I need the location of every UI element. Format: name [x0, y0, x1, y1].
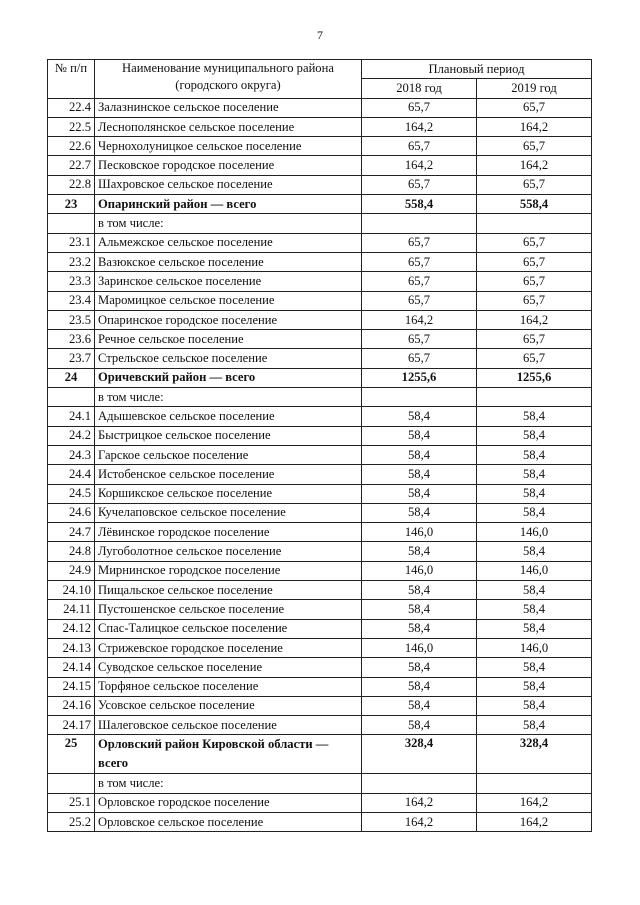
row-value-2018-cell: 65,7	[362, 330, 477, 349]
row-value-2018-cell: 58,4	[362, 677, 477, 696]
row-value-2018-cell: 65,7	[362, 233, 477, 252]
row-value-2019-cell: 58,4	[477, 677, 592, 696]
row-value-2018-cell: 558,4	[362, 195, 477, 214]
row-value-2018-cell: 58,4	[362, 445, 477, 464]
row-value-2018-cell: 58,4	[362, 716, 477, 735]
row-value-2019-cell: 164,2	[477, 793, 592, 812]
row-name-cell: Альмежское сельское поселение	[95, 233, 362, 252]
row-value-2018-cell: 65,7	[362, 98, 477, 117]
table-row	[48, 252, 592, 271]
row-value-2019-cell: 164,2	[477, 117, 592, 136]
row-value-2018-cell: 328,4	[362, 735, 477, 774]
row-number-cell: 25.2	[48, 812, 95, 831]
table-row	[48, 349, 592, 368]
row-name-cell: Пищальское сельское поселение	[95, 581, 362, 600]
row-number-cell: 22.8	[48, 175, 95, 194]
row-number-cell: 23	[48, 195, 95, 214]
row-value-2019-cell	[477, 774, 592, 793]
row-name-cell: Стрельское сельское поселение	[95, 349, 362, 368]
row-value-2018-cell: 65,7	[362, 137, 477, 156]
row-number-cell: 24.9	[48, 561, 95, 580]
row-number-cell: 23.1	[48, 233, 95, 252]
row-name-cell: в том числе:	[95, 214, 362, 233]
row-value-2018-cell: 164,2	[362, 812, 477, 831]
table-row	[48, 445, 592, 464]
row-value-2018-cell: 58,4	[362, 426, 477, 445]
table-row	[48, 812, 592, 831]
table-row	[48, 600, 592, 619]
row-value-2019-cell: 146,0	[477, 523, 592, 542]
row-number-cell: 24.14	[48, 658, 95, 677]
row-value-2019-cell: 58,4	[477, 445, 592, 464]
row-number-cell: 24.4	[48, 465, 95, 484]
row-value-2018-cell: 58,4	[362, 619, 477, 638]
row-value-2019-cell: 65,7	[477, 291, 592, 310]
row-value-2019-cell: 1255,6	[477, 368, 592, 387]
row-name-cell: Шахровское сельское поселение	[95, 175, 362, 194]
row-value-2018-cell: 58,4	[362, 503, 477, 522]
row-value-2019-cell: 58,4	[477, 581, 592, 600]
row-value-2018-cell: 65,7	[362, 272, 477, 291]
row-value-2018-cell: 58,4	[362, 658, 477, 677]
row-value-2018-cell: 164,2	[362, 793, 477, 812]
row-number-cell: 23.3	[48, 272, 95, 291]
table-row	[48, 272, 592, 291]
table-row	[48, 677, 592, 696]
table-row	[48, 214, 592, 233]
row-value-2019-cell: 58,4	[477, 542, 592, 561]
table-row	[48, 465, 592, 484]
table-row	[48, 619, 592, 638]
row-name-cell: Залазнинское сельское поселение	[95, 98, 362, 117]
table-row	[48, 291, 592, 310]
table-row	[48, 716, 592, 735]
row-name-cell: Шалеговское сельское поселение	[95, 716, 362, 735]
row-value-2019-cell: 58,4	[477, 600, 592, 619]
header-row	[48, 60, 592, 79]
table-row	[48, 426, 592, 445]
table-row	[48, 793, 592, 812]
row-value-2018-cell: 146,0	[362, 523, 477, 542]
row-number-cell: 24.1	[48, 407, 95, 426]
row-value-2019-cell: 65,7	[477, 272, 592, 291]
row-number-cell: 24.2	[48, 426, 95, 445]
row-number-cell: 24.11	[48, 600, 95, 619]
row-value-2018-cell: 58,4	[362, 407, 477, 426]
row-value-2019-cell: 58,4	[477, 503, 592, 522]
row-value-2018-cell: 146,0	[362, 561, 477, 580]
row-number-cell: 25.1	[48, 793, 95, 812]
row-number-cell: 24.6	[48, 503, 95, 522]
header-year-2018: 2018 год	[362, 79, 477, 98]
row-name-cell: Заринское сельское поселение	[95, 272, 362, 291]
row-number-cell: 24.5	[48, 484, 95, 503]
row-value-2019-cell: 58,4	[477, 407, 592, 426]
row-number-cell: 22.7	[48, 156, 95, 175]
row-number-cell: 24.16	[48, 696, 95, 715]
table-row	[48, 388, 592, 407]
table-row	[48, 117, 592, 136]
row-value-2019-cell	[477, 214, 592, 233]
table-row	[48, 484, 592, 503]
row-value-2019-cell: 65,7	[477, 175, 592, 194]
row-number-cell: 25	[48, 735, 95, 774]
row-value-2018-cell: 65,7	[362, 291, 477, 310]
row-name-cell: в том числе:	[95, 774, 362, 793]
row-value-2019-cell: 146,0	[477, 561, 592, 580]
table-row	[48, 735, 592, 774]
row-value-2018-cell: 164,2	[362, 156, 477, 175]
page-number: 7	[317, 28, 323, 42]
row-name-cell: Орловское городское поселение	[95, 793, 362, 812]
row-name-cell: Торфяное сельское поселение	[95, 677, 362, 696]
row-value-2019-cell: 58,4	[477, 484, 592, 503]
table-row	[48, 368, 592, 387]
row-value-2019-cell: 328,4	[477, 735, 592, 774]
row-value-2019-cell: 164,2	[477, 156, 592, 175]
table-row	[48, 658, 592, 677]
row-number-cell: 23.2	[48, 252, 95, 271]
row-name-cell: Мирнинское городское поселение	[95, 561, 362, 580]
table-row	[48, 233, 592, 252]
row-name-cell: Гарское сельское поселение	[95, 445, 362, 464]
table-row	[48, 156, 592, 175]
row-name-cell: Маромицкое сельское поселение	[95, 291, 362, 310]
row-number-cell: 24.17	[48, 716, 95, 735]
row-number-cell	[48, 774, 95, 793]
row-number-cell: 23.7	[48, 349, 95, 368]
table-row	[48, 638, 592, 657]
row-name-cell: Орловское сельское поселение	[95, 812, 362, 831]
row-name-cell: Опаринский район — всего	[95, 195, 362, 214]
row-value-2018-cell: 58,4	[362, 465, 477, 484]
table-row	[48, 523, 592, 542]
row-number-cell: 24.13	[48, 638, 95, 657]
row-value-2019-cell: 58,4	[477, 658, 592, 677]
row-value-2018-cell: 65,7	[362, 175, 477, 194]
row-name-cell: Речное сельское поселение	[95, 330, 362, 349]
row-name-cell: Орловский район Кировской области — всего	[95, 735, 362, 774]
row-name-cell: Спас-Талицкое сельское поселение	[95, 619, 362, 638]
header-planned-period: Плановый период	[362, 60, 592, 79]
row-value-2019-cell: 164,2	[477, 310, 592, 329]
table-row	[48, 175, 592, 194]
row-name-cell: Кучелаповское сельское поселение	[95, 503, 362, 522]
table-row	[48, 542, 592, 561]
row-value-2018-cell: 65,7	[362, 349, 477, 368]
row-value-2018-cell: 58,4	[362, 581, 477, 600]
row-name-cell: Песковское городское поселение	[95, 156, 362, 175]
row-value-2019-cell: 65,7	[477, 330, 592, 349]
row-value-2018-cell: 58,4	[362, 600, 477, 619]
header-year-2019: 2019 год	[477, 79, 592, 98]
row-value-2019-cell: 65,7	[477, 252, 592, 271]
table-row	[48, 195, 592, 214]
row-number-cell: 24.12	[48, 619, 95, 638]
row-number-cell: 22.5	[48, 117, 95, 136]
table-row	[48, 330, 592, 349]
table-row	[48, 581, 592, 600]
table-body	[48, 98, 592, 832]
row-value-2018-cell: 146,0	[362, 638, 477, 657]
row-name-cell: Адышевское сельское поселение	[95, 407, 362, 426]
row-number-cell: 23.4	[48, 291, 95, 310]
row-name-cell: Быстрицкое сельское поселение	[95, 426, 362, 445]
table-row	[48, 696, 592, 715]
row-name-cell: Коршикское сельское поселение	[95, 484, 362, 503]
row-value-2019-cell: 558,4	[477, 195, 592, 214]
row-name-cell: Леснополянское сельское поселение	[95, 117, 362, 136]
table-row	[48, 774, 592, 793]
row-number-cell: 24.15	[48, 677, 95, 696]
table-row	[48, 503, 592, 522]
row-value-2019-cell	[477, 388, 592, 407]
row-value-2018-cell	[362, 388, 477, 407]
row-value-2019-cell: 146,0	[477, 638, 592, 657]
row-value-2018-cell: 164,2	[362, 117, 477, 136]
row-number-cell: 24	[48, 368, 95, 387]
row-value-2019-cell: 58,4	[477, 716, 592, 735]
row-value-2018-cell	[362, 214, 477, 233]
row-number-cell: 24.3	[48, 445, 95, 464]
row-value-2019-cell: 58,4	[477, 465, 592, 484]
row-value-2019-cell: 164,2	[477, 812, 592, 831]
row-number-cell: 24.7	[48, 523, 95, 542]
table-row	[48, 98, 592, 117]
row-name-cell: Лугоболотное сельское поселение	[95, 542, 362, 561]
row-value-2018-cell: 164,2	[362, 310, 477, 329]
row-number-cell: 22.4	[48, 98, 95, 117]
table-row	[48, 407, 592, 426]
table-row	[48, 310, 592, 329]
row-value-2019-cell: 65,7	[477, 137, 592, 156]
row-value-2019-cell: 65,7	[477, 98, 592, 117]
row-name-cell: Опаринское городское поселение	[95, 310, 362, 329]
row-value-2018-cell: 58,4	[362, 484, 477, 503]
row-name-cell: Вазюкское сельское поселение	[95, 252, 362, 271]
row-number-cell: 24.8	[48, 542, 95, 561]
row-value-2019-cell: 65,7	[477, 349, 592, 368]
budget-table	[47, 59, 592, 832]
row-value-2018-cell: 58,4	[362, 542, 477, 561]
row-number-cell: 22.6	[48, 137, 95, 156]
table-row	[48, 561, 592, 580]
row-value-2019-cell: 58,4	[477, 426, 592, 445]
row-name-cell: Истобенское сельское поселение	[95, 465, 362, 484]
header-number: № п/п	[48, 60, 95, 99]
row-value-2018-cell: 1255,6	[362, 368, 477, 387]
row-value-2019-cell: 58,4	[477, 619, 592, 638]
row-name-cell: в том числе:	[95, 388, 362, 407]
row-name-cell: Суводское сельское поселение	[95, 658, 362, 677]
row-value-2018-cell: 65,7	[362, 252, 477, 271]
row-name-cell: Оричевский район — всего	[95, 368, 362, 387]
table-row	[48, 137, 592, 156]
row-value-2018-cell: 58,4	[362, 696, 477, 715]
row-name-cell: Чернохолуницкое сельское поселение	[95, 137, 362, 156]
row-value-2019-cell: 65,7	[477, 233, 592, 252]
header-name: Наименование муниципального района (городского округа)	[95, 60, 362, 99]
row-name-cell: Стрижевское городское поселение	[95, 638, 362, 657]
row-number-cell: 23.6	[48, 330, 95, 349]
row-name-cell: Пустошенское сельское поселение	[95, 600, 362, 619]
row-value-2019-cell: 58,4	[477, 696, 592, 715]
row-number-cell	[48, 214, 95, 233]
row-name-cell: Усовское сельское поселение	[95, 696, 362, 715]
row-number-cell: 24.10	[48, 581, 95, 600]
row-name-cell: Лёвинское городское поселение	[95, 523, 362, 542]
row-value-2018-cell	[362, 774, 477, 793]
row-number-cell: 23.5	[48, 310, 95, 329]
row-number-cell	[48, 388, 95, 407]
